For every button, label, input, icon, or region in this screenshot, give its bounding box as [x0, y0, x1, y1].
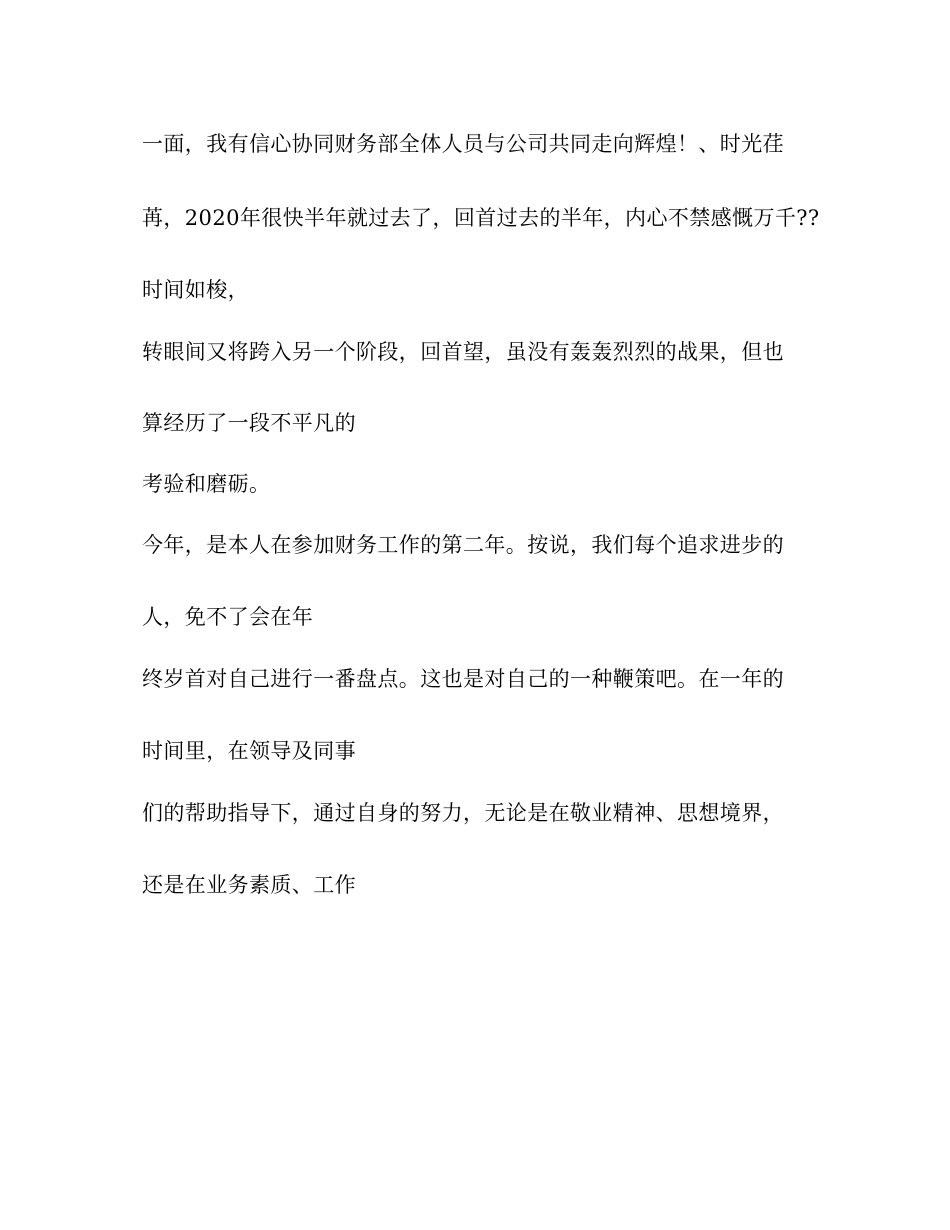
text-line: 还是在业务素质、工作 — [142, 873, 356, 897]
text-line: 算经历了一段不平凡的 — [142, 411, 356, 435]
text-line: 人，免不了会在年 — [142, 605, 314, 629]
text-line: 苒，2020年很快半年就过去了，回首过去的半年，内心不禁感慨万千?? — [142, 206, 820, 230]
text-line: 终岁首对自己进行一番盘点。这也是对自己的一种鞭策吧。在一年的 — [142, 667, 784, 691]
text-line: 一面，我有信心协同财务部全体人员与公司共同走向辉煌！、时光荏 — [142, 132, 784, 156]
text-line: 考验和磨砺。 — [142, 472, 271, 496]
text-line: 今年，是本人在参加财务工作的第二年。按说，我们每个追求进步的 — [142, 533, 784, 557]
text-line: 们的帮助指导下，通过自身的努力，无论是在敬业精神、思想境界， — [142, 801, 784, 825]
text-line: 时间如梭， — [142, 278, 249, 302]
text-line: 时间里，在领导及同事 — [142, 739, 356, 763]
text-line: 转眼间又将跨入另一个阶段，回首望，虽没有轰轰烈烈的战果，但也 — [142, 340, 784, 364]
